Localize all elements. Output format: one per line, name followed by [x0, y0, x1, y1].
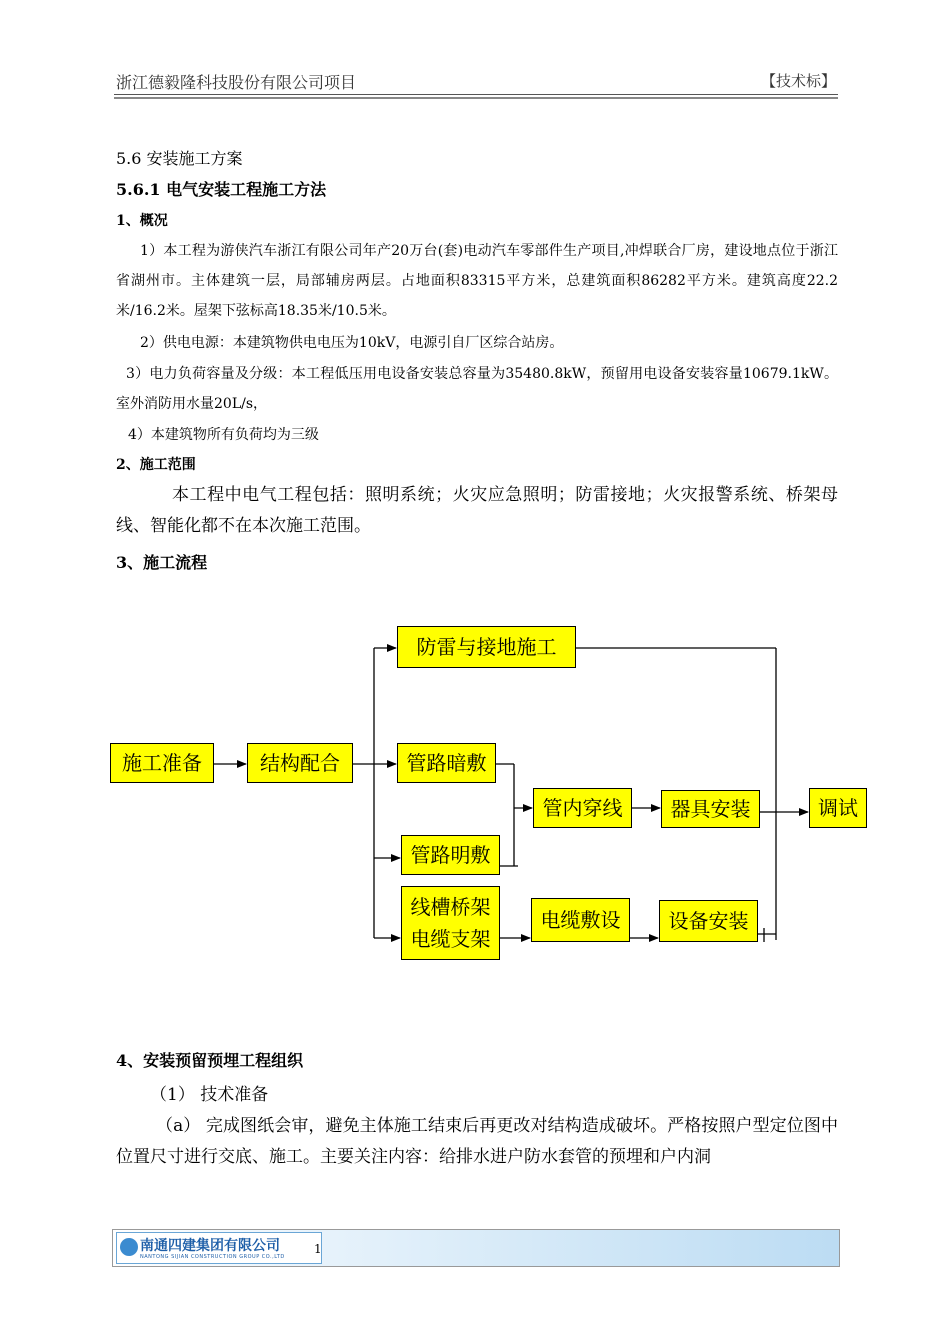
company-logo-text: 南通四建集团有限公司	[140, 1238, 280, 1254]
header-project-name: 浙江德毅隆科技股份有限公司项目	[116, 73, 357, 92]
flow-node-debug: 调试	[809, 788, 867, 828]
overview-heading: 1、概况	[116, 213, 168, 229]
flow-node-concealed: 管路暗敷	[397, 743, 496, 783]
embed-heading: 4、安装预留预埋工程组织	[116, 1051, 304, 1070]
company-logo-subtext: NANTONG SIJIAN CONSTRUCTION GROUP CO.,LTD	[140, 1254, 285, 1260]
flow-node-exposed: 管路明敷	[401, 835, 500, 875]
page-number: 1	[314, 1242, 322, 1256]
overview-paragraph-4: 4）本建筑物所有负荷均为三级	[128, 427, 319, 443]
flow-node-cable: 电缆敷设	[531, 898, 630, 942]
subsection-title: 5.6.1 电气安装工程施工方法	[116, 180, 327, 199]
flow-node-lightning: 防雷与接地施工	[397, 626, 576, 668]
scope-paragraph: 本工程中电气工程包括：照明系统；火灾应急照明；防雷接地；火灾报警系统、桥架母线、智能化都不在本次施工范围。	[116, 485, 838, 536]
flow-node-fixture: 器具安装	[661, 790, 760, 828]
overview-paragraph-1: 1）本工程为游侠汽车浙江有限公司年产20万台(套)电动汽车零部件生产项目,冲焊联合厂房，建设地点位于浙江省湖州市。主体建筑一层，局部辅房两层。占地面积83315平方米，总建筑面积86282平方米。建筑高度22.2米/16.2米。屋架下弦标高18.35米/10.5米。	[116, 243, 838, 319]
overview-paragraph-2: 2）供电电源：本建筑物供电电压为10kV，电源引自厂区综合站房。	[140, 335, 564, 351]
flow-node-threading: 管内穿线	[533, 788, 632, 828]
flow-node-prep: 施工准备	[110, 743, 214, 783]
logo-mark-icon	[120, 1238, 138, 1256]
flow-node-tray: 线槽桥架 电缆支架	[401, 886, 500, 960]
embed-paragraph-2: （a） 完成图纸会审，避免主体施工结束后再更改对结构造成破坏。严格按照户型定位图中位置尺寸进行交底、施工。主要关注内容：给排水进户防水套管的预埋和户内洞	[116, 1116, 838, 1167]
embed-paragraph-1: （1） 技术准备	[150, 1085, 269, 1105]
header-doc-type: 【技术标】	[760, 72, 836, 90]
flow-node-struct: 结构配合	[247, 743, 353, 783]
flow-heading: 3、施工流程	[116, 553, 208, 572]
overview-paragraph-3: 3）电力负荷容量及分级：本工程低压用电设备安装总容量为35480.8kW，预留用电设备安装容量10679.1kW。室外消防用水量20L/s，	[116, 366, 838, 412]
flow-node-equipment: 设备安装	[659, 900, 758, 942]
scope-heading: 2、施工范围	[116, 457, 196, 473]
section-title: 5.6 安装施工方案	[116, 149, 243, 168]
